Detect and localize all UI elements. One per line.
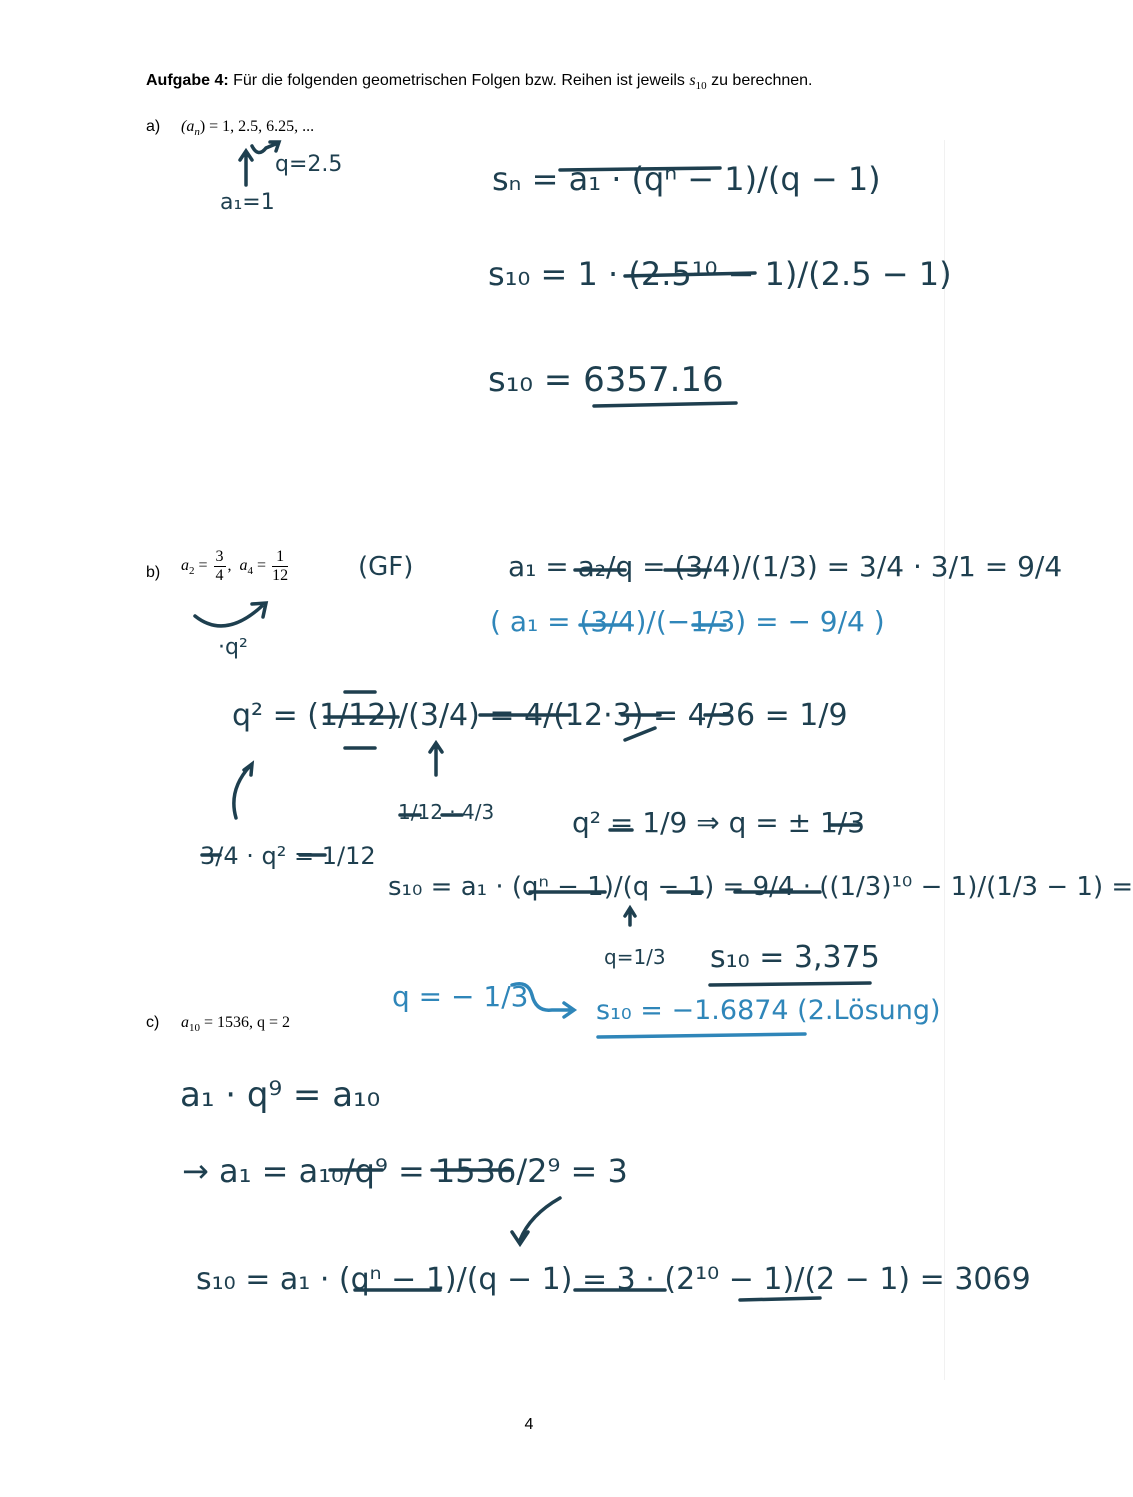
b-helper-1: 1/12 · 4/3 bbox=[398, 800, 495, 824]
b-up-arrow bbox=[430, 743, 442, 775]
b-result-underline bbox=[710, 983, 870, 985]
task-label: Aufgabe 4: bbox=[146, 72, 229, 89]
c-a1-calc: → a₁ = a₁₀/q⁹ = 1536/2⁹ = 3 bbox=[182, 1152, 628, 1190]
b-curve-arrow bbox=[234, 764, 252, 818]
b-q-solution: q² = 1/9 ⇒ q = ± 1/3 bbox=[572, 806, 866, 839]
page-number: 4 bbox=[524, 1416, 534, 1433]
part-b-givens: $a_2$ = $\frac{3}{4}$ , $a_4$ = $\frac{1}{12}$ bbox=[181, 548, 289, 584]
b-q-negative: q = − 1/3 bbox=[392, 980, 529, 1013]
task-text-after: zu berechnen. bbox=[711, 72, 813, 89]
part-c-label: c) bbox=[146, 1014, 160, 1031]
a-formula: sₙ = a₁ · (qⁿ − 1)/(q − 1) bbox=[492, 160, 881, 198]
b-a1-calc: a₁ = a₂/q = (3/4)/(1/3) = 3/4 · 3/1 = 9/4 bbox=[508, 550, 1063, 583]
b-small-arrow bbox=[625, 908, 635, 925]
b-result-second: s₁₀ = −1.6874 (2.Lösung) bbox=[596, 995, 941, 1026]
part-a-sequence: $(a_n) = 1$, 2.5, 6.25, ... bbox=[181, 118, 315, 138]
b-helper-2: 3/4 · q² = 1/12 bbox=[200, 842, 376, 870]
b-s10-calc: s₁₀ = a₁ · (qⁿ − 1)/(q − 1) = 9/4 · ((1/3)¹⁰ − 1)/(1/3 − 1) = bbox=[388, 872, 1133, 902]
part-a-label: a) bbox=[146, 118, 161, 135]
b-q-positive: q=1/3 bbox=[604, 945, 666, 969]
b-result: s₁₀ = 3,375 bbox=[710, 940, 880, 975]
a-substitution: s₁₀ = 1 · (2.5¹⁰ − 1)/(2.5 − 1) bbox=[488, 255, 952, 293]
a-result: s₁₀ = 6357.16 bbox=[488, 360, 724, 400]
b-q2-annotation: ·q² bbox=[218, 635, 248, 660]
part-c-givens: $a_{10} = 1536$, q = 2 bbox=[181, 1014, 291, 1034]
b-a1-alternative: ( a₁ = (3/4)/(−1/3) = − 9/4 ) bbox=[490, 605, 885, 638]
task-symbol: $s_{10}$ bbox=[689, 72, 707, 92]
c-down-arrow bbox=[512, 1198, 560, 1244]
part-b-label: b) bbox=[146, 564, 161, 581]
c-equation: a₁ · q⁹ = a₁₀ bbox=[180, 1075, 381, 1115]
b-gf-note: (GF) bbox=[358, 552, 414, 582]
a-a1-value: a₁=1 bbox=[220, 190, 275, 215]
a-q-value: q=2.5 bbox=[275, 152, 343, 177]
a-arrow-up bbox=[240, 151, 252, 185]
b-q2-arrow bbox=[195, 603, 266, 626]
c-s10-calc: s₁₀ = a₁ · (qⁿ − 1)/(q − 1) = 3 · (2¹⁰ − 1)/(2 − 1) = 3069 bbox=[196, 1262, 1031, 1297]
a-result-underline bbox=[594, 403, 736, 406]
task-text-before: Für die folgenden geometrischen Folgen bzw. Reihen ist jeweils bbox=[233, 72, 685, 89]
b-result2-underline bbox=[598, 1034, 805, 1037]
a-arrow-curve bbox=[252, 142, 279, 153]
b-q2-calc: q² = (1/12)/(3/4) = 4/(12·3) = 4/36 = 1/9 bbox=[232, 698, 848, 733]
c-result-underline bbox=[740, 1298, 820, 1300]
